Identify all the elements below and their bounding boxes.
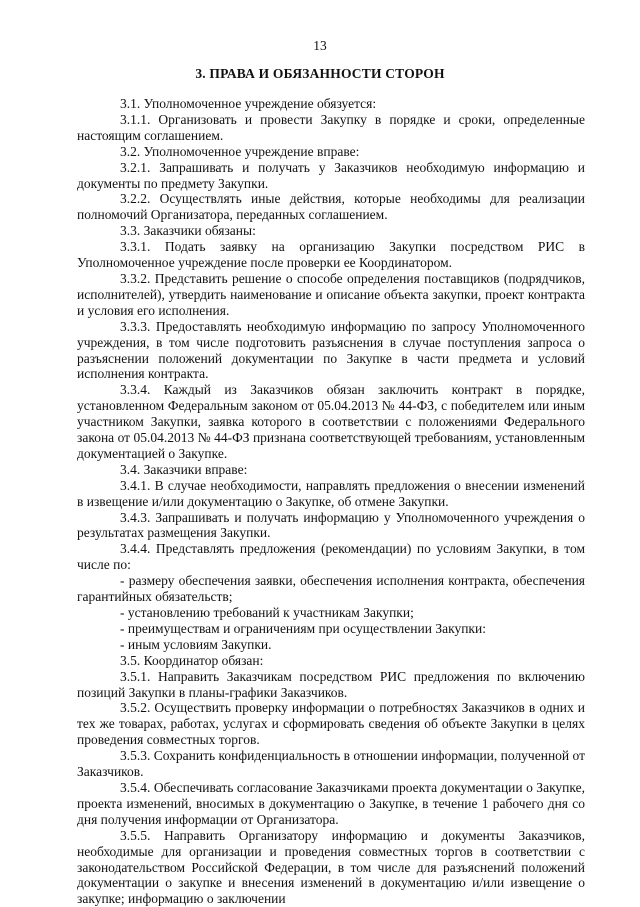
paragraph: 3.3. Заказчики обязаны:: [120, 223, 256, 239]
paragraph: 3.5.4. Обеспечивать согласование Заказчиками проекта документации о Закупке, проекта изменений, вносимых в документацию о Закупке, в течение 1 рабочего дня со дня получения информации от Организатора.: [77, 779, 585, 827]
paragraph: 3.4. Заказчики вправе:: [120, 461, 248, 477]
document-body: [77, 96, 585, 907]
paragraph: 3.1. Уполномоченное учреждение обязуется:: [120, 96, 377, 111]
paragraph: 3.2.2. Осуществлять иные действия, которые необходимы для реализации полномочий Организатора, переданных соглашением.: [77, 191, 585, 223]
paragraph: 3.5.5. Направить Организатору информацию и документы Заказчиков, необходимые для организации и проведения совместных торгов в соответствии с законодательством Российской Федерации, в том числе для разъяснений положений документации о закупке и внесения изменений в документацию и/или извещение о закупке; информацию о заключении: [77, 827, 585, 907]
list-item: - иным условиям Закупки.: [120, 636, 272, 652]
paragraph: 3.5. Координатор обязан:: [120, 652, 264, 668]
paragraph: 3.4.3. Запрашивать и получать информацию у Уполномоченного учреждения о результатах размещения Закупки.: [77, 509, 585, 541]
list-item: - преимуществам и ограничениям при осуществлении Закупки:: [120, 620, 486, 636]
paragraph: 3.5.3. Сохранить конфиденциальность в отношении информации, полученной от Заказчиков.: [77, 748, 585, 780]
paragraph: 3.3.2. Представить решение о способе определения поставщиков (подрядчиков, исполнителей), утвердить наименование и описание объекта закупки, проект контракта и условия его исполнения.: [77, 270, 585, 318]
paragraph: 3.4.1. В случае необходимости, направлять предложения о внесении изменений в извещение и/или документацию о Закупке, об отмене Закупки.: [77, 477, 585, 509]
list-item: - установлению требований к участникам Закупки;: [120, 605, 414, 620]
page-number: 13: [313, 38, 327, 53]
paragraph: 3.4.4. Представлять предложения (рекомендации) по условиям Закупки, в том числе по:: [77, 541, 585, 573]
paragraph: 3.5.1. Направить Заказчикам посредством РИС предложения по включению позиций Закупки в планы-графики Заказчиков.: [77, 668, 585, 700]
paragraph: 3.3.4. Каждый из Заказчиков обязан заключить контракт в порядке, установленном Федеральным законом от 05.04.2013 № 44-ФЗ, с победителем или иным участником Закупки, заявка которого в соответствии с положениями Федерального закона от 05.04.2013 № 44-ФЗ признана соответствующей требованиям, установленным документацией о Закупке.: [77, 382, 585, 461]
paragraph: 3.5.2. Осуществить проверку информации о потребностях Заказчиков в одних и тех же товарах, работах, услугах и сформировать сведения об объекте Закупки в целях проведения совместных торгов.: [77, 700, 585, 748]
paragraph: - размеру обеспечения заявки, обеспечения исполнения контракта, обеспечения гарантийных обязательств;: [77, 573, 585, 605]
paragraph: 3.2. Уполномоченное учреждение вправе:: [120, 143, 360, 159]
paragraph: 3.3.1. Подать заявку на организацию Закупки посредством РИС в Уполномоченное учреждение после проверки ее Координатором.: [77, 239, 585, 271]
paragraph: 3.1.1. Организовать и провести Закупку в порядке и сроки, определенные настоящим соглашением.: [77, 111, 585, 143]
section-title: 3. ПРАВА И ОБЯЗАННОСТИ СТОРОН: [195, 66, 445, 81]
paragraph: 3.2.1. Запрашивать и получать у Заказчиков необходимую информацию и документы по предмету Закупки.: [77, 159, 585, 191]
paragraph: 3.3.3. Предоставлять необходимую информацию по запросу Уполномоченного учреждения, в том числе подготовить разъяснения в случае поступления запроса о разъяснении положений документации по Закупке в части предмета и условий исполнения контракта.: [77, 318, 585, 382]
